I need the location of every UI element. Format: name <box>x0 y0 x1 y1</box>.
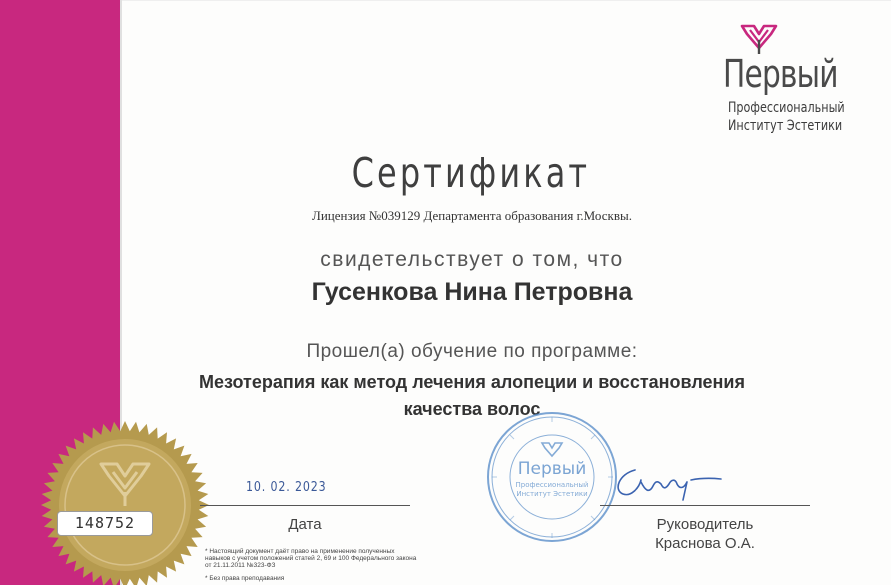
signature-line <box>600 505 810 506</box>
logo-subtitle-line1: Профессиональный <box>728 100 845 116</box>
program-title <box>152 369 792 423</box>
stamp-subtitle-line2: Институт Эстетики <box>516 490 588 498</box>
signatory-name: Краснова О.А. <box>655 535 755 552</box>
institute-logo <box>720 18 870 148</box>
testifies-text: свидетельствует о том, что <box>320 248 624 271</box>
certificate-title: Сертификат <box>351 149 591 197</box>
flower-logo-icon <box>738 20 780 56</box>
logo-wordmark: Первый <box>723 52 838 96</box>
date-line <box>200 505 410 506</box>
passed-training-text: Прошел(а) обучение по программе: <box>306 341 638 362</box>
footnote-no-teaching: * Без права преподавания <box>205 575 285 582</box>
footnote-rights: * Настоящий документ даёт право на применение полученных навыков с учетом положений статей 2, 69 и 100 Федерального закона от 21.11.2011 №323-ФЗ <box>205 548 417 569</box>
program-title-line1: Мезотерапия как метод лечения алопеции и восстановления <box>199 372 745 392</box>
program-title-line2: качества волос <box>403 399 541 419</box>
stamp-subtitle-line1: Профессиональный <box>515 481 589 489</box>
signature-icon <box>605 460 725 505</box>
gold-seal-icon <box>40 420 210 585</box>
holder-name: Гусенкова Нина Петровна <box>311 278 633 306</box>
signatory-role: Руководитель <box>656 516 754 533</box>
stamp-wordmark: Первый <box>517 459 587 479</box>
date-label: Дата <box>288 516 322 533</box>
logo-subtitle-line2: Институт Эстетики <box>728 118 843 134</box>
license-text: Лицензия №039129 Департамента образования г.Москвы. <box>312 208 632 223</box>
issue-date: 10. 02. 2023 <box>246 480 327 495</box>
seal-number: 148752 <box>57 511 153 536</box>
